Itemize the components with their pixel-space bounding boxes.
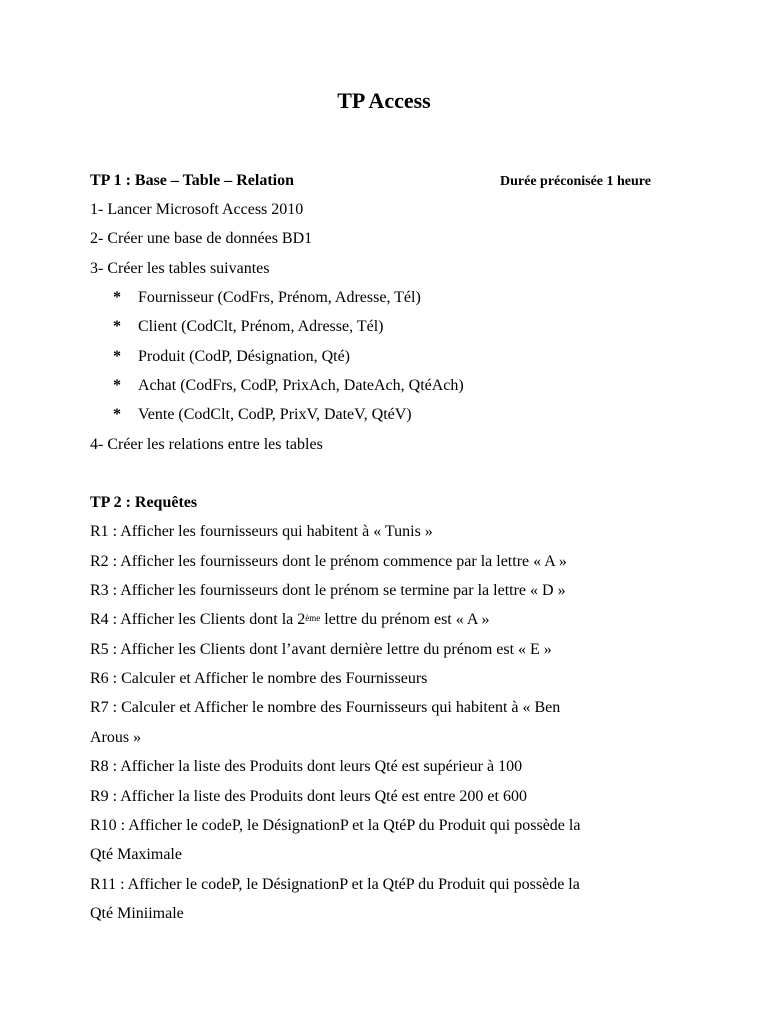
- table-item-label: Vente (CodClt, CodP, PrixV, DateV, QtéV): [138, 406, 412, 423]
- query-r4-superscript: ème: [305, 613, 321, 623]
- tp1-step-4: 4- Créer les relations entre les tables: [90, 436, 323, 453]
- query-r10-line-2: Qté Maximale: [90, 846, 182, 863]
- query-r11-line-1: R11 : Afficher le codeP, le DésignationP et la QtéP du Produit qui possède la: [90, 876, 580, 893]
- table-item-label: Produit (CodP, Désignation, Qté): [138, 348, 350, 365]
- query-r1: R1 : Afficher les fournisseurs qui habitent à « Tunis »: [90, 523, 433, 540]
- tp2-heading: TP 2 : Requêtes: [90, 494, 198, 511]
- query-r6: R6 : Calculer et Afficher le nombre des Fournisseurs: [90, 670, 428, 687]
- query-r10-line-1: R10 : Afficher le codeP, le DésignationP et la QtéP du Produit qui possède la: [90, 817, 581, 834]
- bullet-star-icon: *: [113, 406, 121, 423]
- bullet-star-icon: *: [113, 348, 121, 365]
- query-r7-line-2: Arous »: [90, 729, 142, 746]
- query-r4-text-after: lettre du prénom est « A »: [320, 611, 490, 628]
- table-item-fournisseur: [113, 287, 421, 309]
- table-item-label: Achat (CodFrs, CodP, PrixAch, DateAch, QtéAch): [138, 377, 464, 394]
- tp1-step-3: 3- Créer les tables suivantes: [90, 260, 270, 277]
- page-title: TP Access: [337, 88, 431, 113]
- table-item-label: Fournisseur (CodFrs, Prénom, Adresse, Tél): [138, 289, 421, 306]
- bullet-star-icon: *: [113, 289, 121, 306]
- table-item-achat: [113, 375, 464, 397]
- query-r4-text-before: R4 : Afficher les Clients dont la 2: [90, 611, 306, 628]
- table-item-produit: [113, 346, 350, 368]
- query-r11-line-2: Qté Miniimale: [90, 905, 184, 922]
- tp1-heading: TP 1 : Base – Table – Relation: [90, 172, 295, 189]
- query-r3: R3 : Afficher les fournisseurs dont le prénom se termine par la lettre « D »: [90, 582, 566, 599]
- table-item-client: [113, 316, 383, 338]
- query-r7-line-1: R7 : Calculer et Afficher le nombre des Fournisseurs qui habitent à « Ben: [90, 699, 561, 716]
- table-item-label: Client (CodClt, Prénom, Adresse, Tél): [138, 318, 384, 335]
- tp1-step-2: 2- Créer une base de données BD1: [90, 230, 313, 247]
- query-r8: R8 : Afficher la liste des Produits dont leurs Qté est supérieur à 100: [90, 758, 523, 775]
- table-item-vente: [113, 404, 412, 426]
- tp1-step-1: 1- Lancer Microsoft Access 2010: [90, 201, 304, 218]
- tp1-duration: Durée préconisée 1 heure: [500, 174, 651, 189]
- query-r2: R2 : Afficher les fournisseurs dont le prénom commence par la lettre « A »: [90, 553, 567, 570]
- bullet-star-icon: *: [113, 318, 121, 335]
- bullet-star-icon: *: [113, 377, 121, 394]
- query-r4: [90, 609, 490, 631]
- query-r5: R5 : Afficher les Clients dont l’avant dernière lettre du prénom est « E »: [90, 641, 552, 658]
- query-r9: R9 : Afficher la liste des Produits dont leurs Qté est entre 200 et 600: [90, 788, 527, 805]
